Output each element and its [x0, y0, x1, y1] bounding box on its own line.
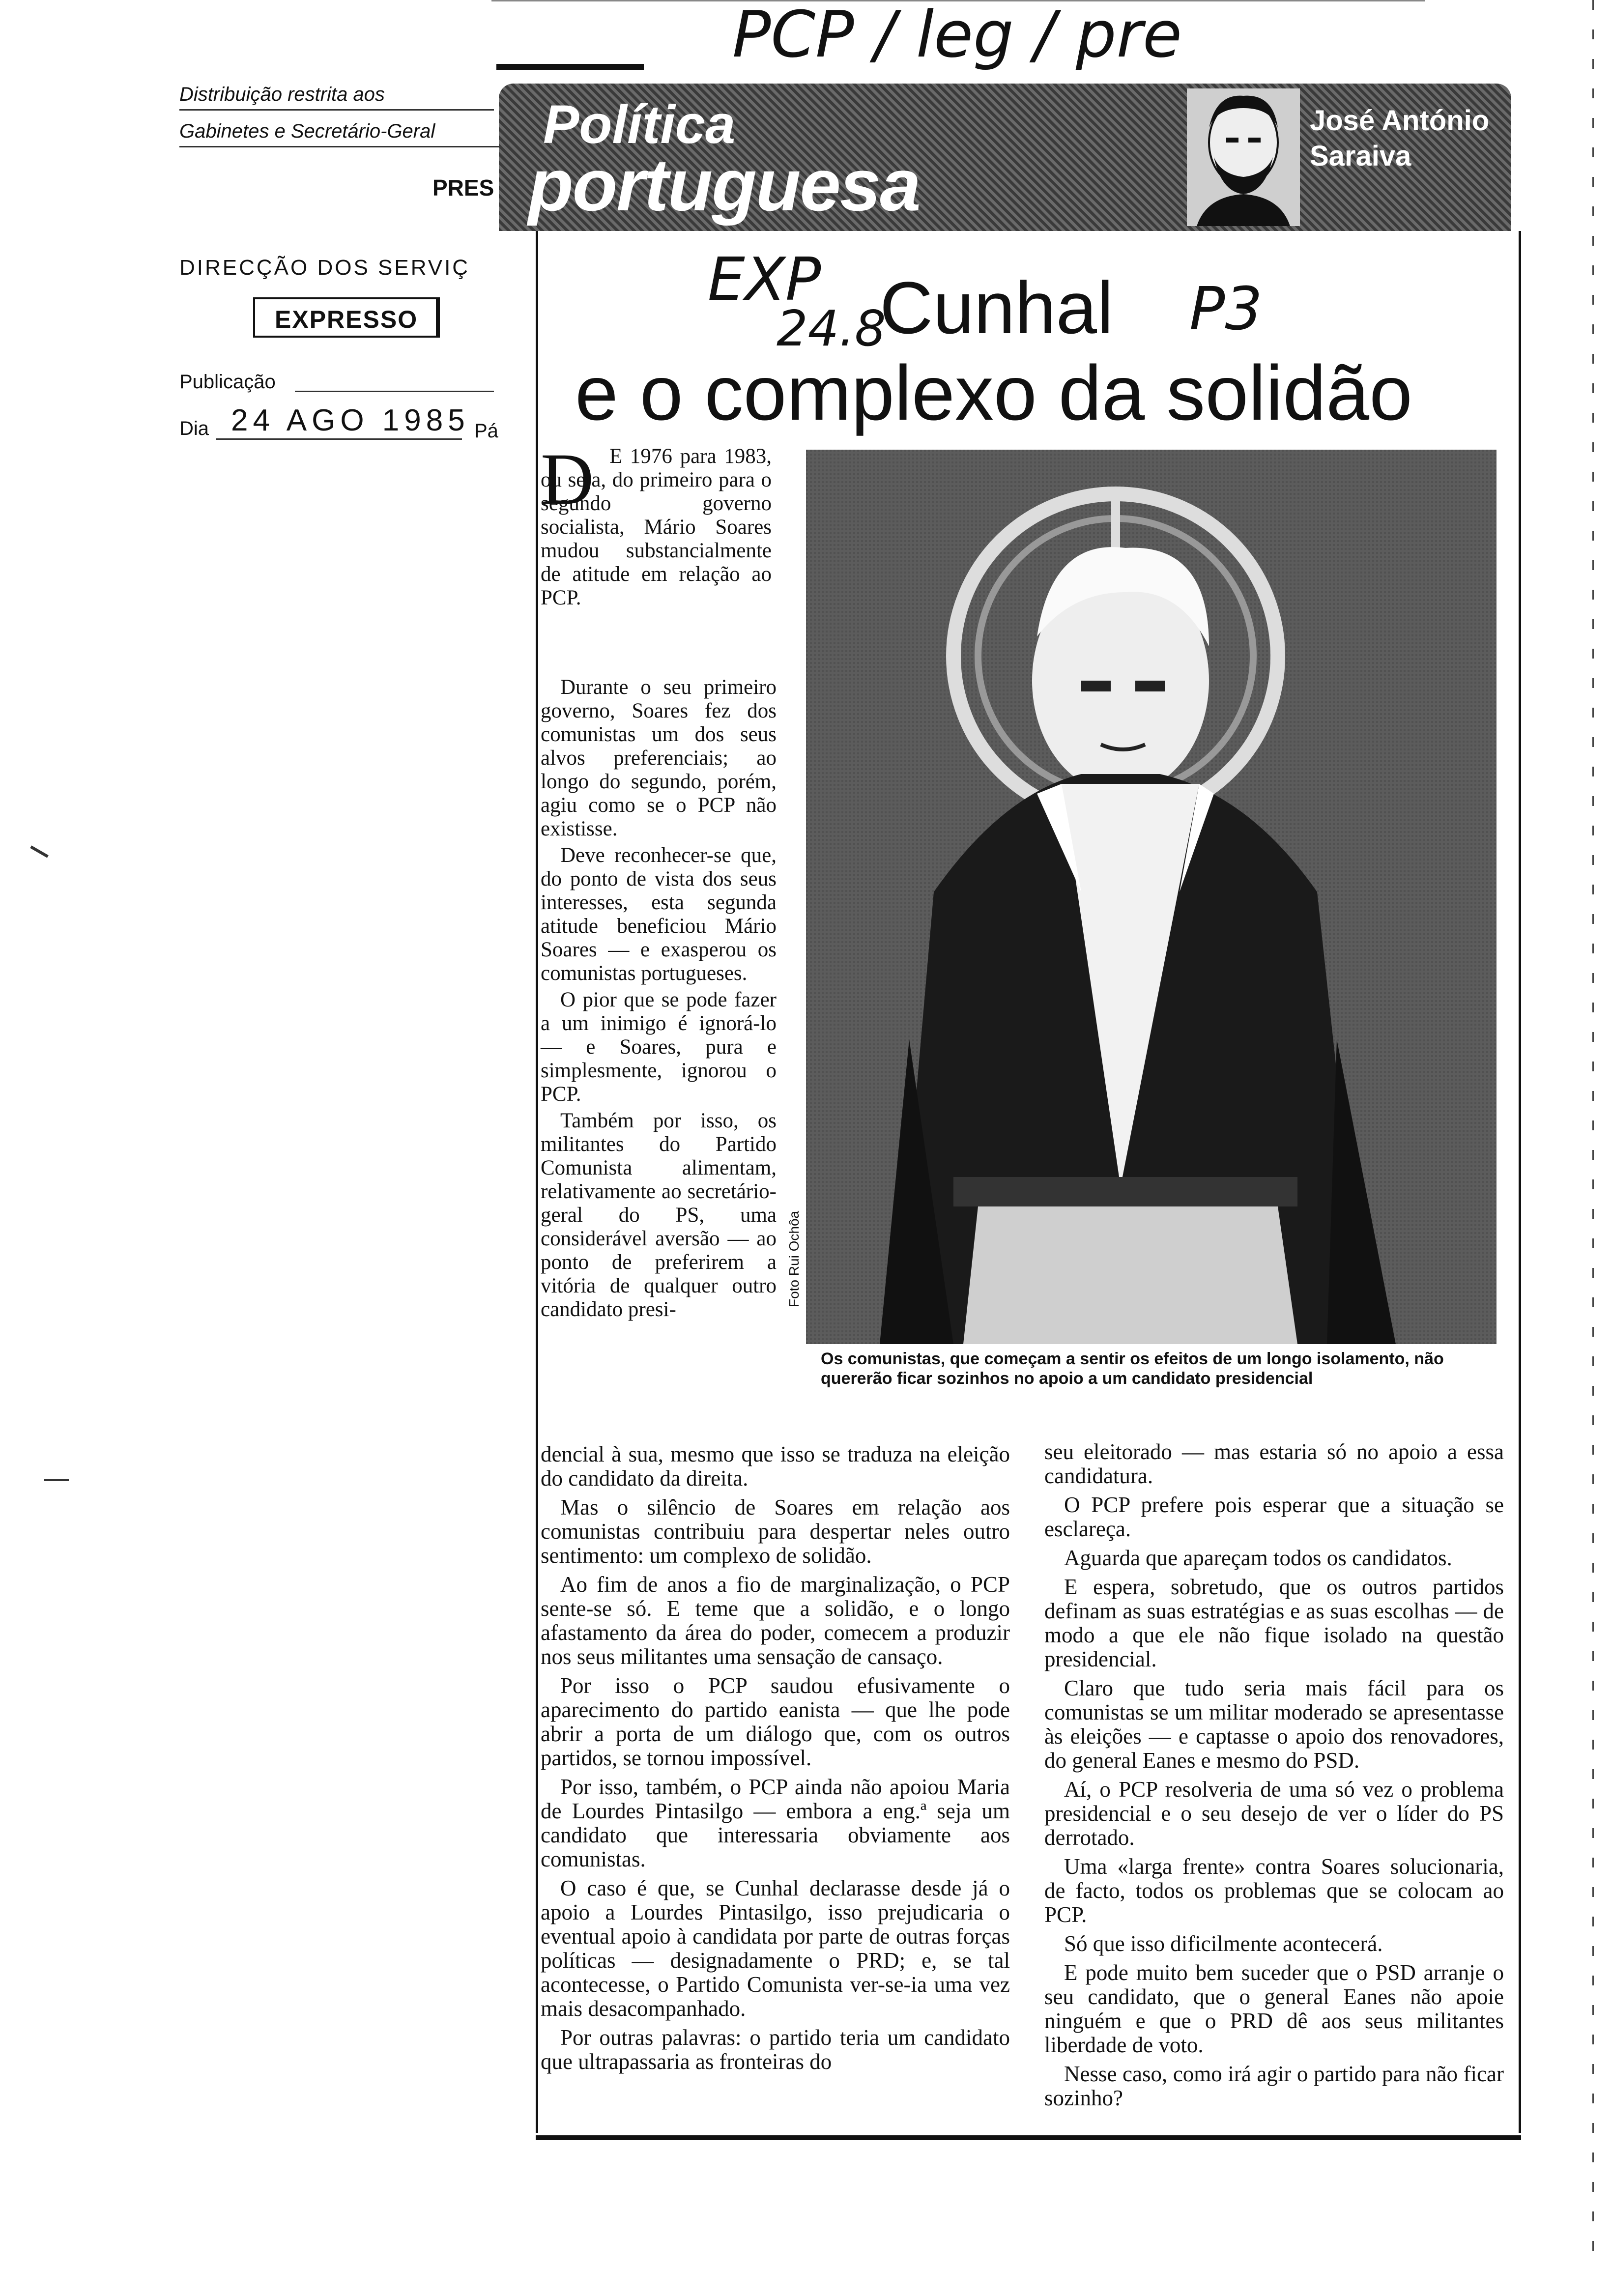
scan-mark [44, 1479, 69, 1481]
bottom-rule [536, 2135, 1521, 2140]
distribution-line-2: Gabinetes e Secretário-Geral [179, 120, 435, 142]
expresso-stamp [253, 297, 440, 338]
photo-caption: Os comunistas, que começam a sentir os efeitos de um longo isolamento, não quererão ficar sozinhos no apoio a um candidato presidencial [821, 1349, 1444, 1388]
distribution-underline-1 [179, 109, 494, 111]
expresso-label: EXPRESSO [275, 306, 418, 333]
first-col-paragraph: Durante o seu primeiro governo, Soares fez dos comunistas um dos seus alvos preferenciais; ao longo do segundo, porém, agiu como se o PCP não existisse. [541, 676, 777, 840]
page-label: Pá [474, 420, 498, 442]
right-col-paragraph: seu eleitorado — mas estaria só no apoio a essa candidatura. [1044, 1439, 1504, 1488]
left-col-paragraph: dencial à sua, mesmo que isso se traduza na eleição do candidato da direita. [541, 1442, 1010, 1491]
dropcap: D [541, 438, 594, 520]
scan-mark [30, 845, 49, 858]
date-value: 24 AGO 1985 [231, 403, 470, 437]
right-col-paragraph: E pode muito bem suceder que o PSD arranje o seu candidato, que o general Eanes não apoie ninguém e que o PRD dê aos seus militantes liberdade de voto. [1044, 1960, 1504, 2057]
right-col-paragraph: E espera, sobretudo, que os outros partidos definam as suas estratégias e as suas escolhas — de modo a que ele não fique isolado na questão presidencial. [1044, 1575, 1504, 1671]
publication-label: Publicação [179, 371, 276, 393]
pres-label: PRES [432, 175, 494, 201]
handwritten-date: 24.8 [777, 300, 886, 357]
date-underline [216, 438, 462, 440]
right-col-paragraph: Aí, o PCP resolveria de uma só vez o problema presidencial e o seu desejo de ver o líder do PS derrotado. [1044, 1777, 1504, 1850]
photo-credit: Foto Rui Ochôa [786, 1210, 802, 1307]
first-column-lead: E 1976 para 1983, ou seja, do primeiro para o segundo governo socialista, Mário Soares mudou substancialmente de atitude em relação ao PCP. [541, 445, 772, 609]
right-col-paragraph: O PCP prefere pois esperar que a situação se esclareça. [1044, 1492, 1504, 1541]
headline-line-2: e o complexo da solidão [575, 350, 1412, 436]
banner-line-2: portuguesa [528, 144, 920, 226]
top-rule [496, 64, 644, 70]
right-col-paragraph: Aguarda que apareçam todos os candidatos. [1064, 1546, 1452, 1570]
direccao-label: DIRECÇÃO DOS SERVIÇ [179, 256, 470, 280]
scan-edge [1592, 0, 1594, 2261]
right-col-paragraph: Uma «larga frente» contra Soares solucionaria, de facto, todos os problemas que se colocam ao PCP. [1044, 1854, 1504, 1927]
handwritten-page: P3 [1189, 275, 1263, 344]
column-banner [499, 84, 1511, 231]
left-col-paragraph: Por outras palavras: o partido teria um candidato que ultrapassaria as fronteiras do [541, 2025, 1010, 2074]
distribution-underline-2 [179, 146, 499, 147]
right-col-paragraph: Claro que tudo seria mais fácil para os comunistas se um militar moderado se apresentasse às eleições — e captasse o apoio dos renovadores, do general Eanes e mesmo do PSD. [1044, 1676, 1504, 1773]
right-col-paragraph: Nesse caso, como irá agir o partido para não ficar sozinho? [1044, 2062, 1504, 2110]
right-column [1044, 1440, 1504, 2110]
banner-line-1: Política [543, 94, 736, 155]
left-col-paragraph: Por isso o PCP saudou efusivamente o aparecimento do partido eanista — que lhe pode abrir a porta de um diálogo que, com os outros partidos, se tornou impossível. [541, 1673, 1010, 1770]
left-col-paragraph: Por isso, também, o PCP ainda não apoiou Maria de Lourdes Pintasilgo — embora a eng.ª seja um candidato que interessaria obviamente aos comunistas. [541, 1775, 1010, 1871]
author-name: José António Saraiva [1310, 105, 1490, 172]
left-col-paragraph: Mas o silêncio de Soares em relação aos comunistas contribuiu para despertar neles outro sentimento: um complexo de solidão. [541, 1495, 1010, 1568]
first-col-paragraph: Também por isso, os militantes do Partido Comunista alimentam, relativamente ao secretário-geral do PS, uma considerável aversão — ao ponto de preferirem a vitória de qualquer outro candidato presi- [541, 1109, 777, 1321]
right-col-paragraph: Só que isso dificilmente acontecerá. [1064, 1931, 1383, 1956]
first-col-paragraph: Deve reconhecer-se que, do ponto de vista dos seus interesses, esta segunda atitude beneficiou Mário Soares — e exasperou os comunistas portugueses. [541, 844, 777, 985]
article-photo [806, 450, 1497, 1344]
handwritten-exp: EXP [708, 246, 821, 314]
left-col-paragraph: Ao fim de anos a fio de marginalização, o PCP sente-se só. E teme que a solidão, e o longo afastamento da área do poder, comecem a produzir nos seus militantes uma sensação de cansaço. [541, 1572, 1010, 1669]
day-label: Dia [179, 418, 209, 439]
first-column [541, 676, 777, 1324]
distribution-line-1: Distribuição restrita aos [179, 84, 385, 105]
left-col-paragraph: O caso é que, se Cunhal declarasse desde já o apoio a Lourdes Pintasilgo, isso prejudicaria o eventual apoio à candidata por parte de outras forças políticas — designadamente o PRD; e, se tal acontecesse, o Partido Comunista ver-se-ia uma vez mais desacompanhado. [541, 1876, 1010, 2021]
publication-underline [295, 391, 494, 392]
handwritten-annotation: PCP / leg / pre [732, 0, 1182, 72]
author-portrait [1187, 88, 1300, 226]
first-col-paragraph: O pior que se pode fazer a um inimigo é ignorá-lo — e Soares, pura e simplesmente, ignorou o PCP. [541, 988, 777, 1106]
left-column [541, 1442, 1010, 2074]
headline-line-1: Cunhal [880, 266, 1114, 349]
